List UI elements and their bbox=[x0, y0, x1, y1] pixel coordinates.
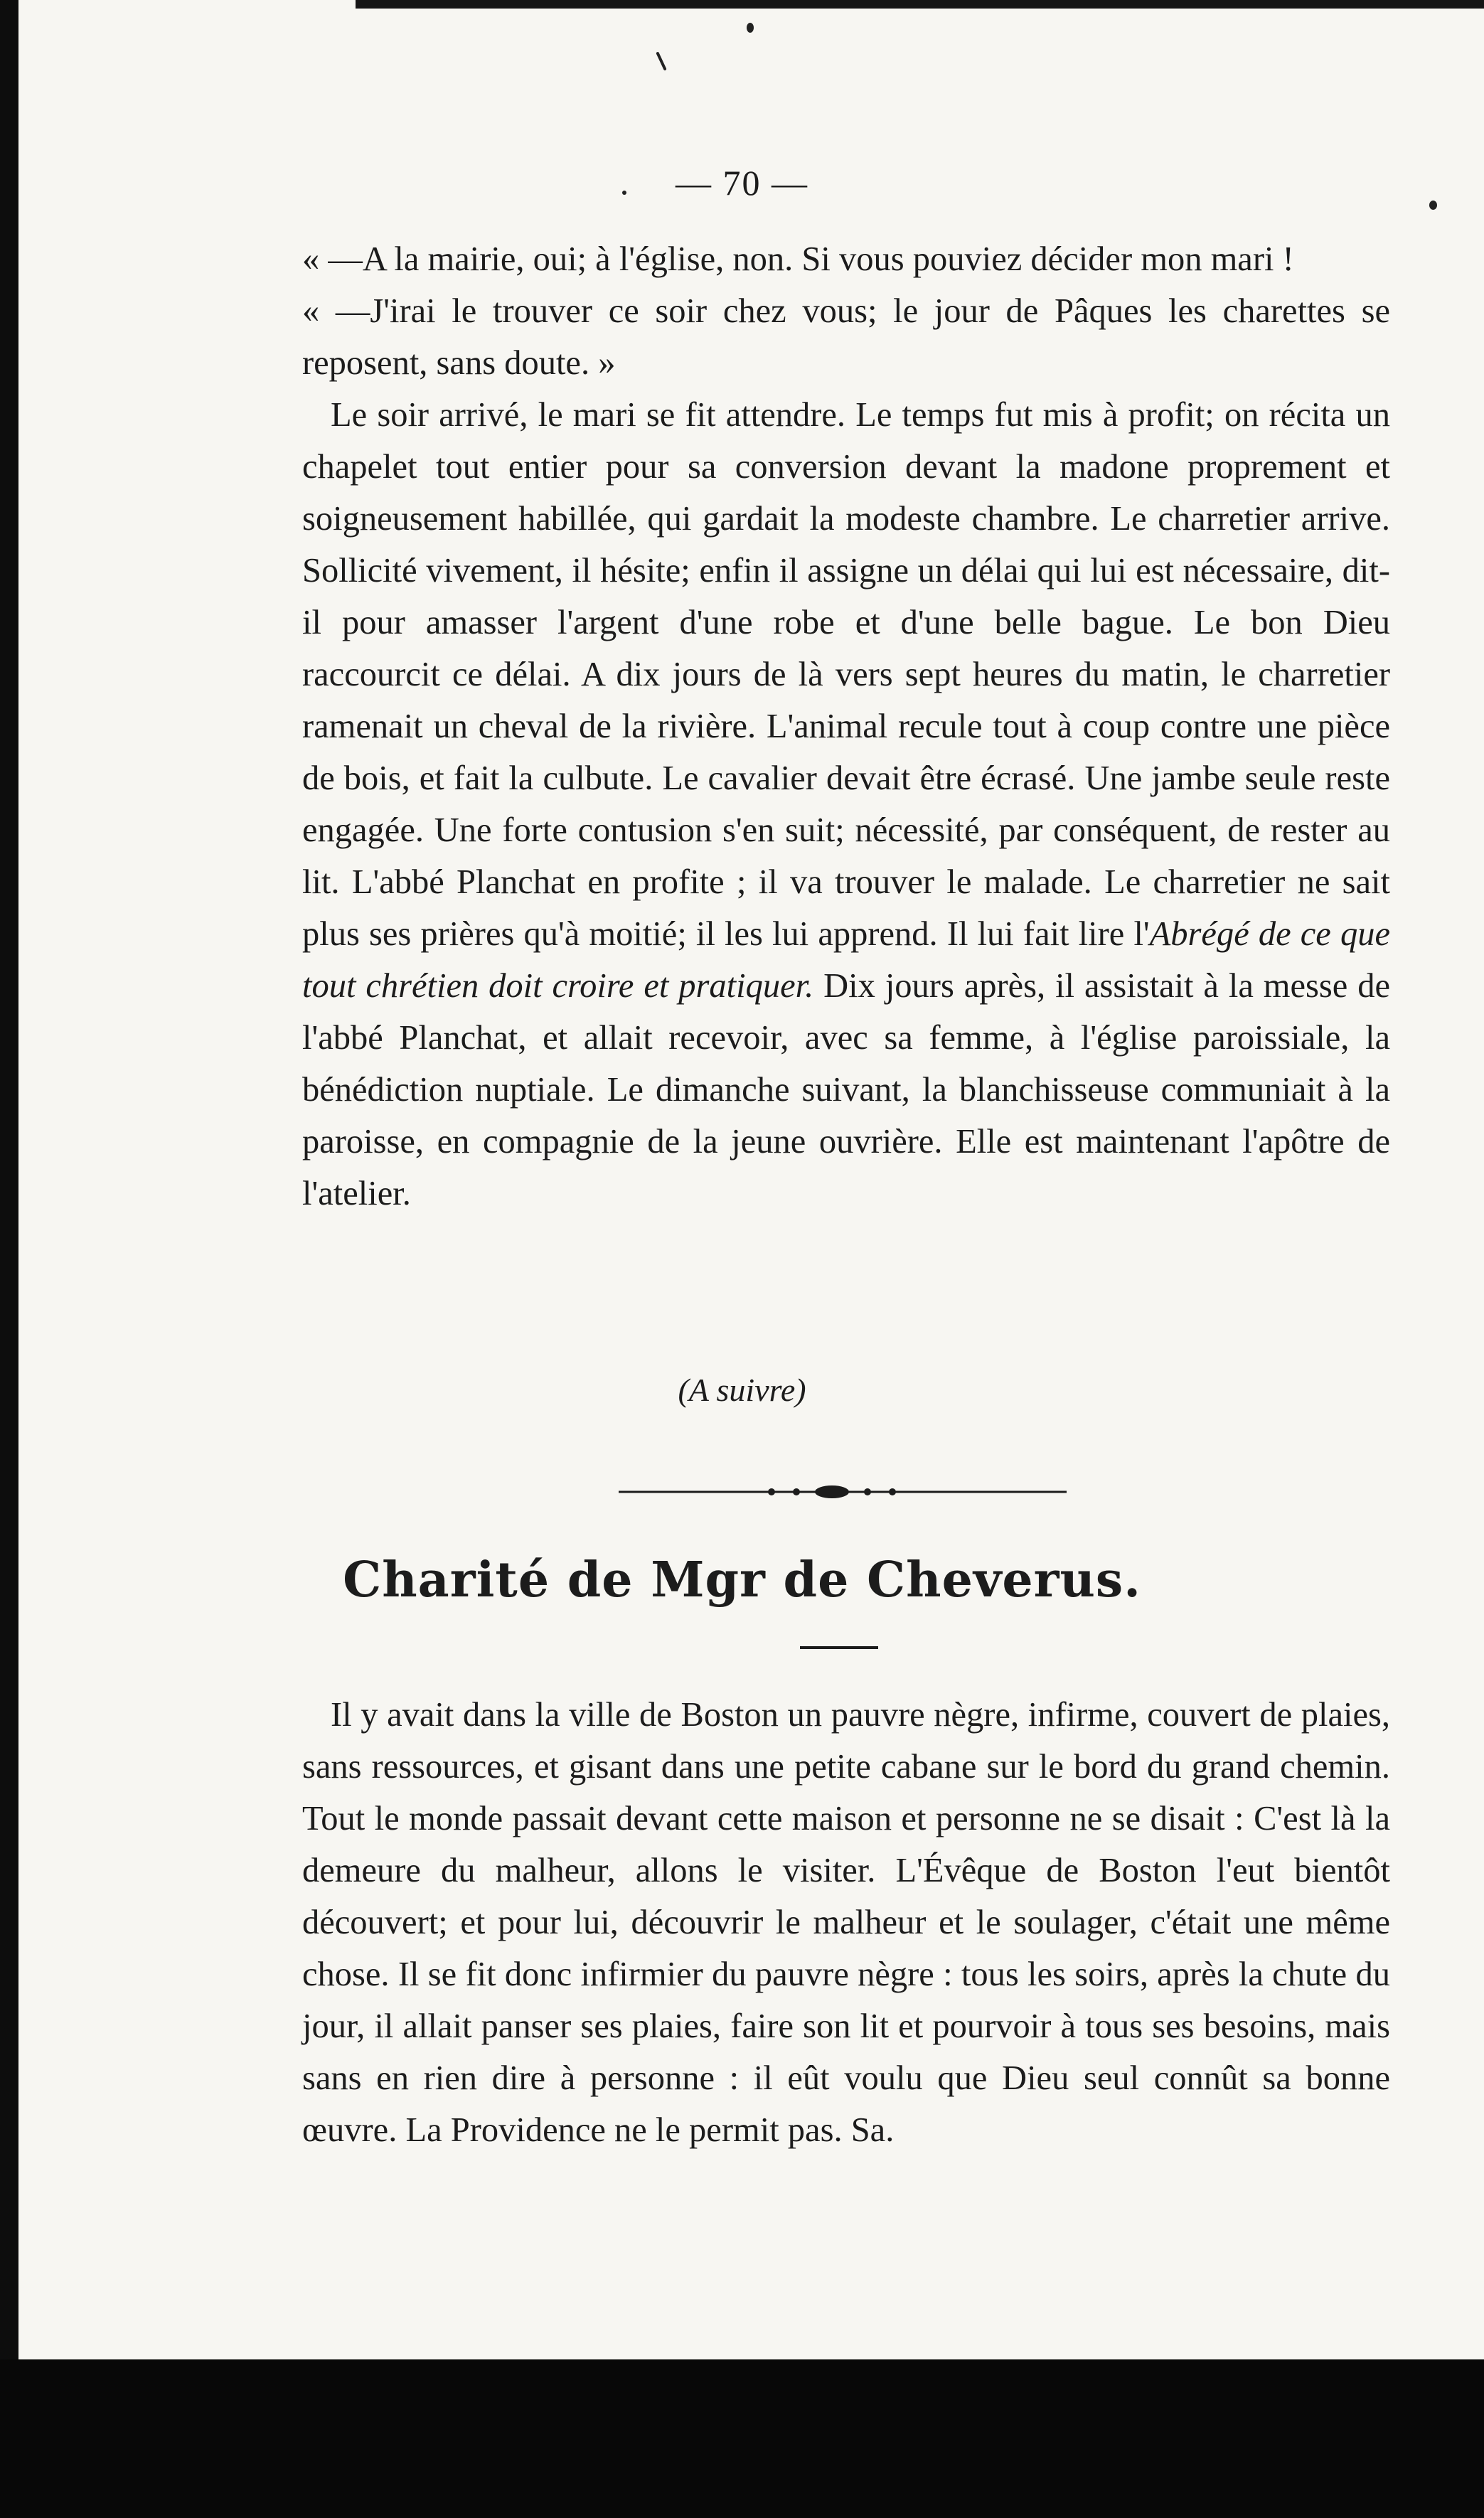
paragraph: « —A la mairie, oui; à l'église, non. Si vous pouviez décider mon mari ! bbox=[302, 240, 1294, 278]
passage-bottom bbox=[302, 1689, 1390, 2156]
to-be-continued: (A suivre) bbox=[678, 1372, 806, 1408]
paragraph-text: Le soir arrivé, le mari se fit attendre. Le temps fut mis à profit; on récita un chapelet tout entier pour sa conversion devant la madone proprement et soigneusement habillée, qui gardait la modeste chambre. Le charretier arrive. Sollicité vivement, il hésite; enfin il assigne un délai qui lui est nécessaire, dit-il pour amasser l'argent d'une robe et d'une belle bague. Le bon Dieu raccourcit ce délai. A dix jours de là vers sept heures du matin, le charretier ramenait un cheval de la rivière. L'animal recule tout à coup contre une pièce de bois, et fait la culbute. Le cavalier devait être écrasé. Une jambe seule reste engagée. Une forte contusion s'en suit; nécessité, par conséquent, de rester au lit. L'abbé Planchat en profite ; il va trouver le malade. Le charretier ne sait plus ses prières qu'à moitié; il les lui apprend. Il lui fait lire l' bbox=[302, 396, 1390, 953]
scan-speck bbox=[656, 51, 666, 70]
ornament-divider bbox=[619, 1483, 1067, 1501]
section-heading: Charité de Mgr de Cheverus. bbox=[343, 1552, 1141, 1609]
scan-bottom-edge bbox=[0, 2359, 1484, 2518]
paragraph-text: Dix jours après, il assistait à la messe de l'abbé Planchat, et allait recevoir, avec sa femme, à l'église paroissiale, la bénédiction nuptiale. Le dimanche suivant, la blanchisseuse communiait à la paroisse, en compagnie de la jeune ouvrière. Elle est maintenant l'apôtre de l'atelier. bbox=[302, 967, 1390, 1212]
paragraph: « —J'irai le trouver ce soir chez vous; le jour de Pâques les charettes se reposent, sans doute. » bbox=[302, 292, 1390, 382]
scan-left-edge bbox=[0, 0, 18, 2518]
page-number: — 70 — bbox=[676, 163, 808, 203]
paragraph: Il y avait dans la ville de Boston un pauvre nègre, infirme, couvert de plaies, sans ressources, et gisant dans une petite cabane sur le bord du grand chemin. Tout le monde passait devant cette maison et personne ne se disait : C'est là la demeure du malheur, allons le visiter. L'Évêque de Boston l'eut bientôt découvert; et pour lui, découvrir le malheur et le soulager, c'était une même chose. Il se fit donc infirmier du pauvre nègre : tous les soirs, après la chute du jour, il allait panser ses plaies, faire son lit et pourvoir à tous ses besoins, mais sans en rien dire à personne : il eût voulu que Dieu seul connût sa bonne œuvre. La Providence ne le permit pas. Sa. bbox=[302, 1696, 1390, 2149]
scan-speck bbox=[747, 23, 754, 33]
passage-top bbox=[302, 233, 1390, 1220]
heading-rule bbox=[800, 1646, 878, 1649]
scan-top-edge bbox=[356, 0, 1484, 9]
paragraph bbox=[302, 389, 1390, 1220]
book-title: Abrégé de ce que tout chrétien doit croire et pratiquer. bbox=[302, 915, 1390, 1005]
